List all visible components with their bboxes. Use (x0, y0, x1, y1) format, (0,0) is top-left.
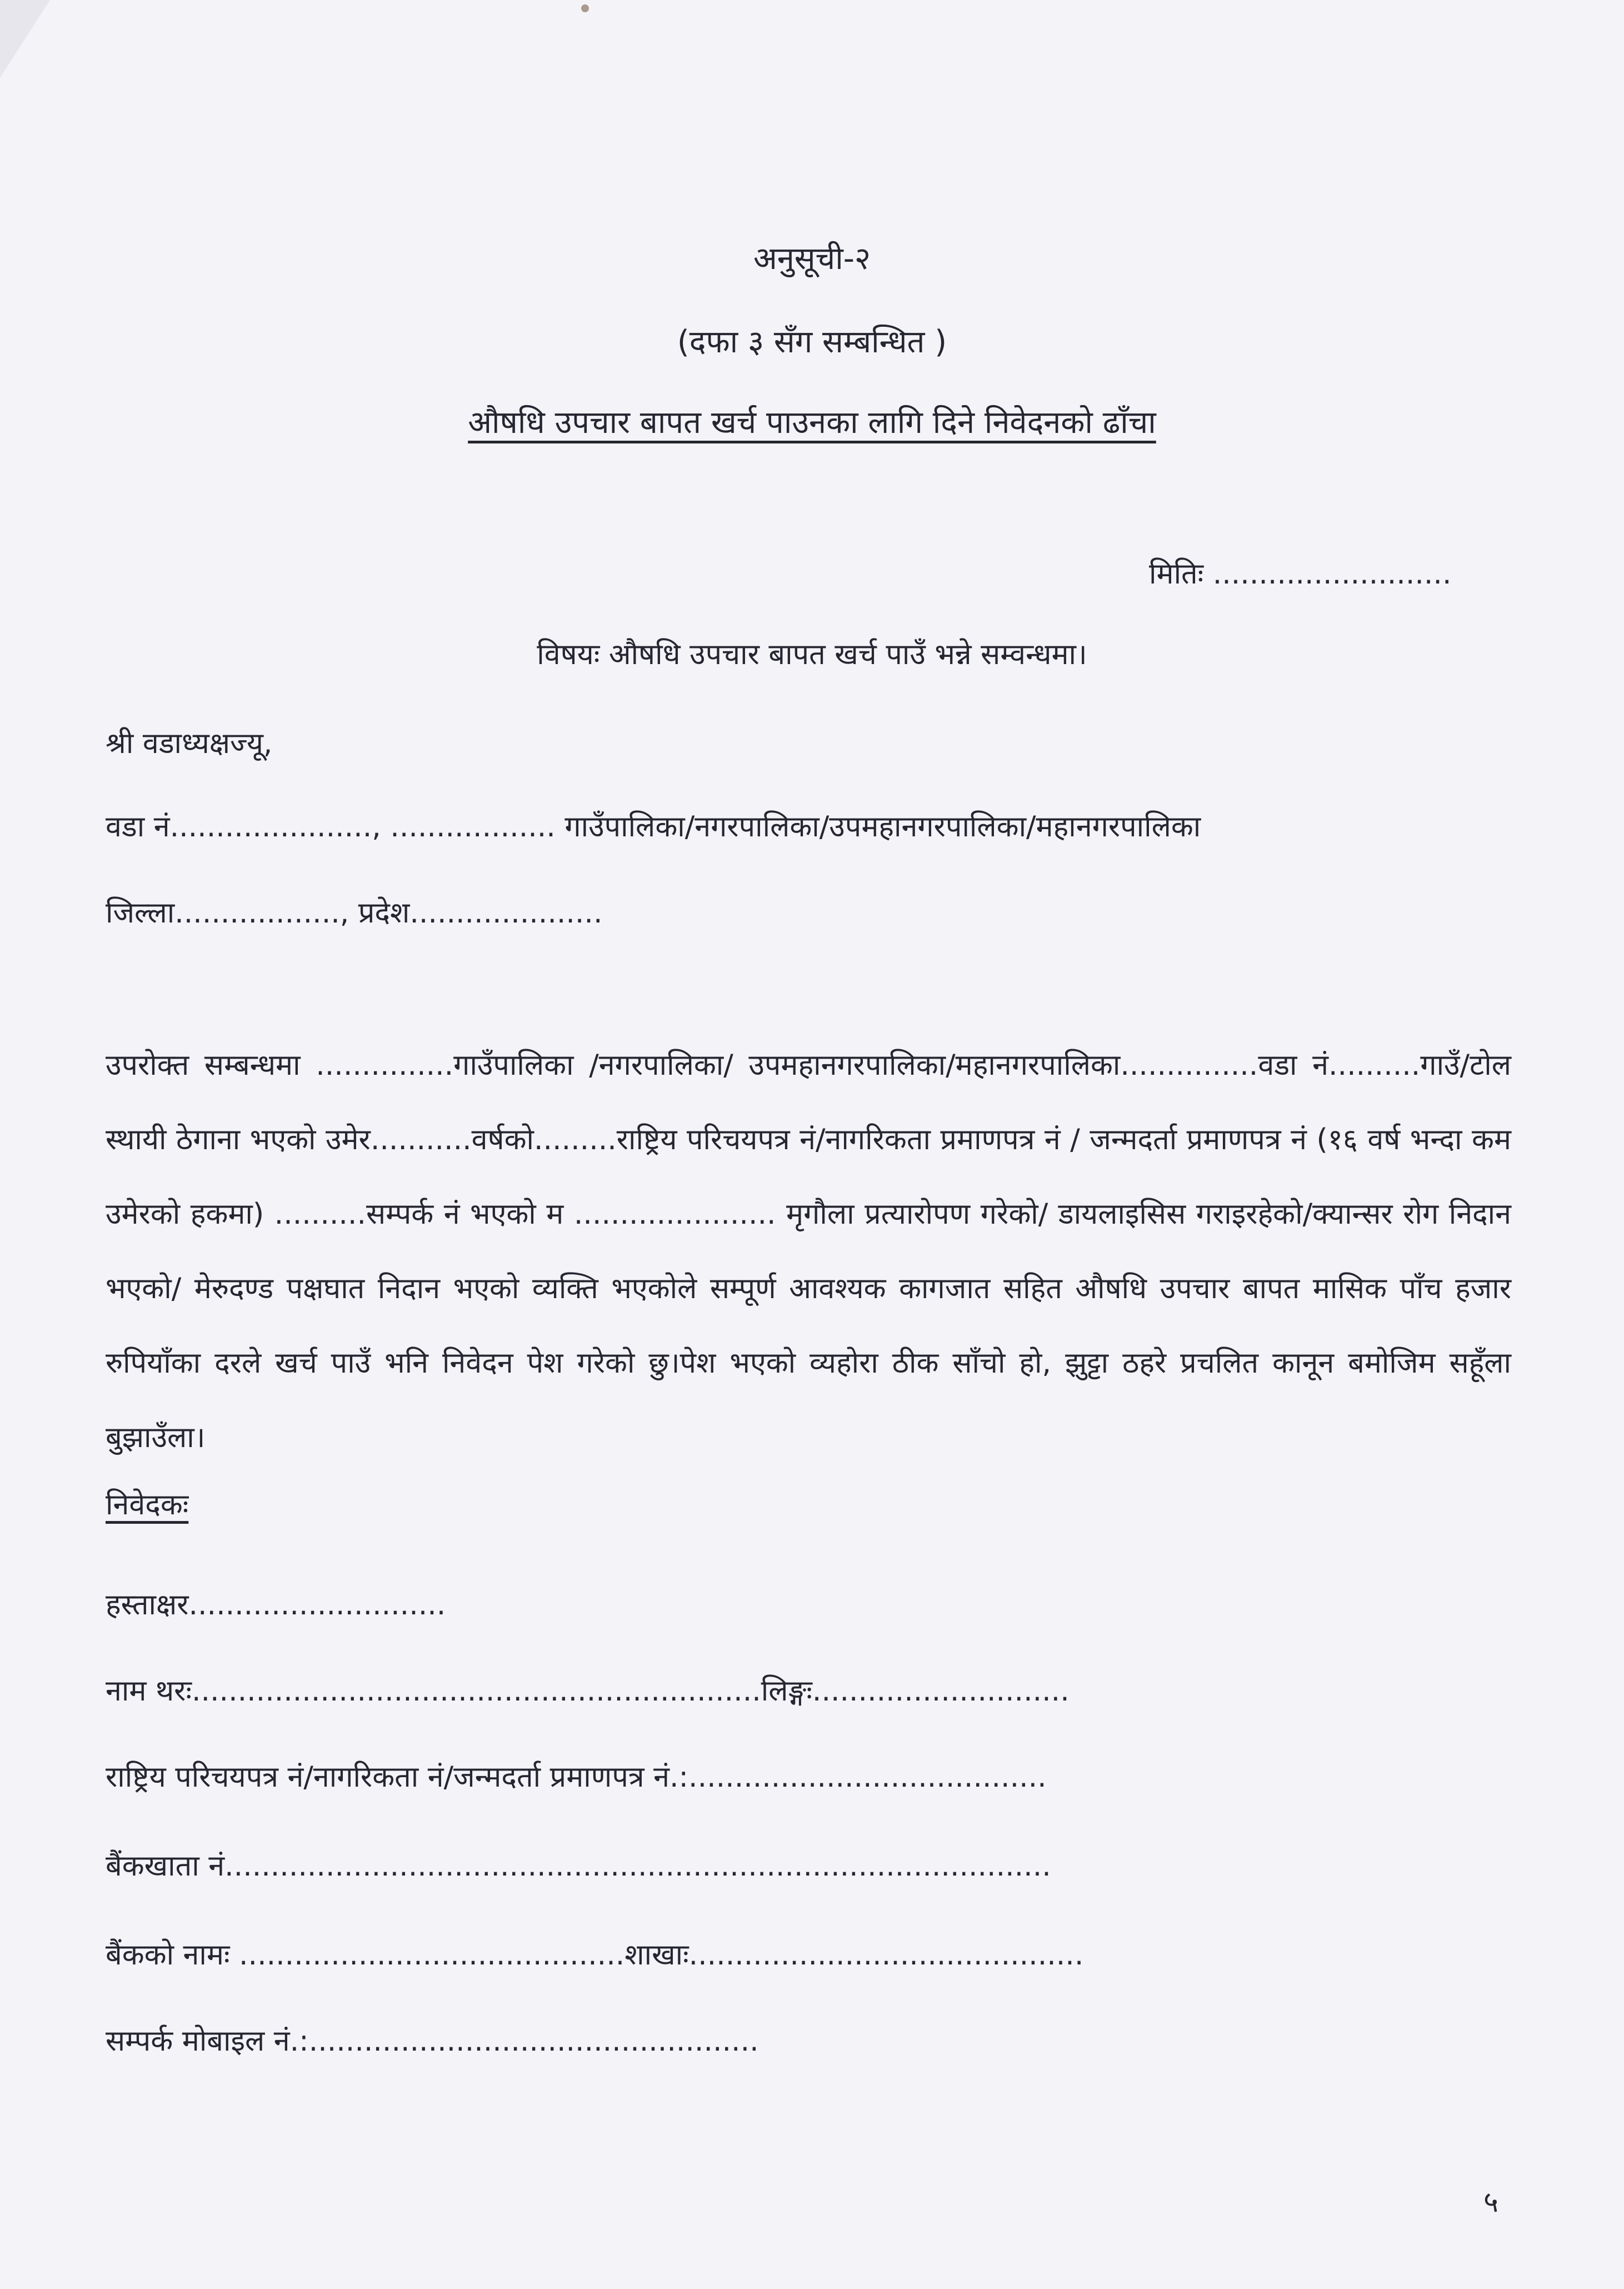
ward-line: वडा नं......................, .................. गाउँपालिका/नगरपालिका/उपमहानगरपालिका/महानगरपालिका (106, 810, 1201, 844)
schedule-heading: अनुसूची-२ (753, 241, 871, 277)
name-gender-field: नाम थरः..............................................................लिङ्गः............................ (106, 1674, 1070, 1708)
date-line: मितिः .......................... (1149, 557, 1452, 591)
applicant-label: निवेदकः (106, 1488, 189, 1522)
signature-field: हस्ताक्षर............................ (106, 1588, 446, 1622)
bank-name-branch-field: बैंकको नामः ..........................................शाखाः........................................... (106, 1938, 1084, 1972)
form-title: औषधि उपचार बापत खर्च पाउनका लागि दिने निवेदनको ढाँचा (468, 405, 1156, 441)
district-line: जिल्ला.................., प्रदेश..................... (106, 896, 603, 930)
mobile-field: सम्पर्क मोबाइल नं.:................................................. (106, 2024, 759, 2058)
salutation: श्री वडाध्यक्षज्यू, (106, 727, 273, 760)
page-corner-fold (0, 0, 50, 78)
page-number: ५ (1483, 2186, 1499, 2219)
paper-mark (581, 4, 589, 12)
id-number-field: राष्ट्रिय परिचयपत्र नं/नागरिकता नं/जन्मदर्ता प्रमाणपत्र नं.:....................................... (106, 1761, 1047, 1794)
section-reference: (दफा ३ सँग सम्बन्धित ) (677, 324, 947, 360)
bank-account-field: बैंकखाता नं.......................................................................................... (106, 1849, 1051, 1883)
body-paragraph: उपरोक्त सम्बन्धमा ...............गाउँपालिका /नगरपालिका/ उपमहानगरपालिका/महानगरपालिका...............वडा नं..........गाउँ/टोल स्थायी ठेगाना भएको उमेर...........वर्षको.........राष्ट्रिय परिचयपत्र नं/नागरिकता प्रमाणपत्र नं / जन्मदर्ता प्रमाणपत्र नं (१६ वर्ष भन्दा कम उमेरको हकमा) ..........सम्पर्क नं भएको म ...................... मृगौला प्रत्यारोपण गरेको/ डायलाइसिस गराइरहेको/क्यान्सर रोग निदान भएको/ मेरुदण्ड पक्षघात निदान भएको व्यक्ति भएकोले सम्पूर्ण आवश्यक कागजात सहित औषधि उपचार बापत मासिक पाँच हजार रुपियाँका दरले खर्च पाउँ भनि निवेदन पेश गरेको छु।पेश भएको व्यहोरा ठीक साँचो हो, झुट्टा ठहरे प्रचलित कानून बमोजिम सहूँला बुझाउँला। (106, 1049, 1511, 1454)
subject-line: विषयः औषधि उपचार बापत खर्च पाउँ भन्ने सम्वन्धमा। (537, 638, 1087, 671)
